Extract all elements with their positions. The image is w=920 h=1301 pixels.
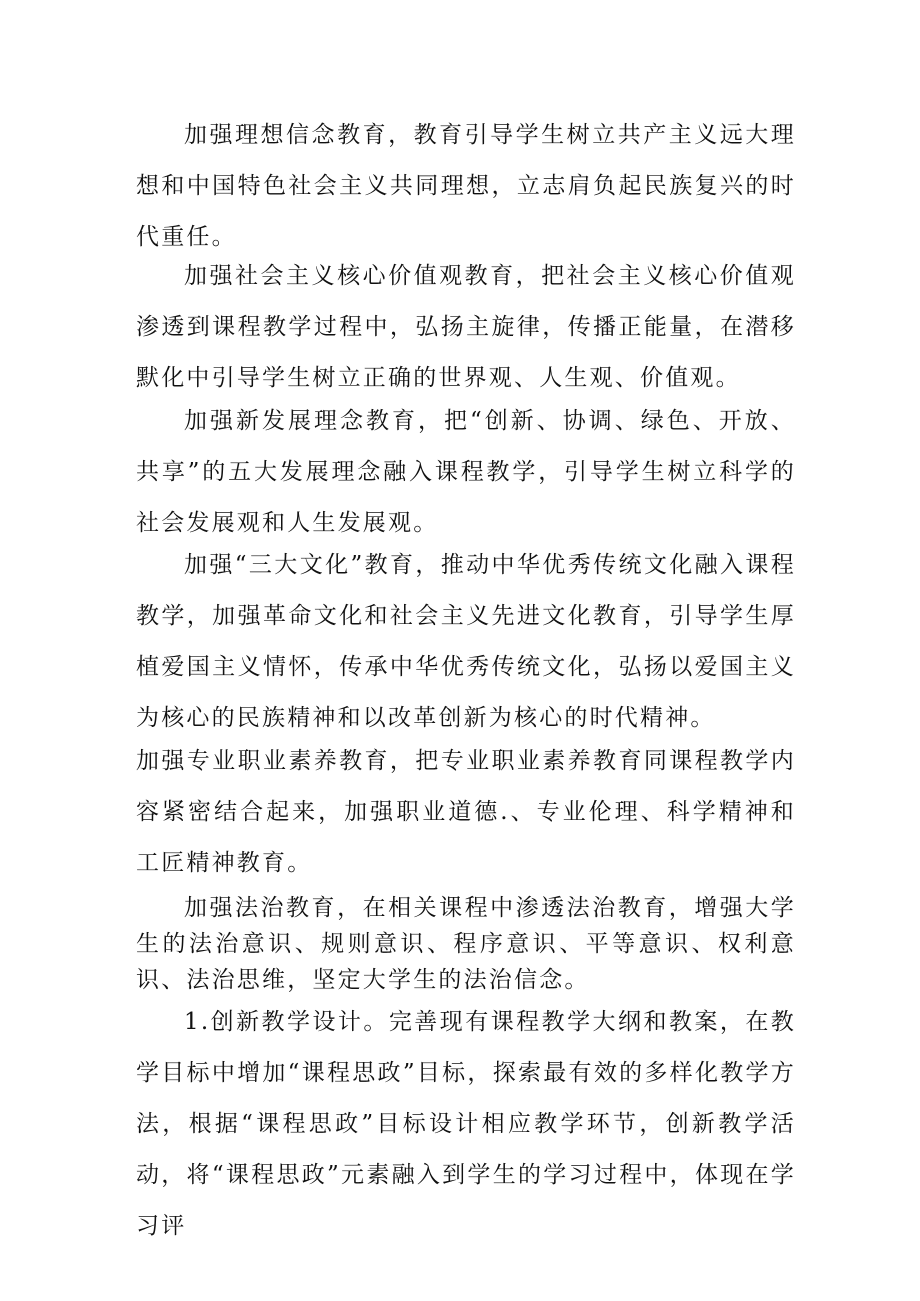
paragraph-three-cultures-education: 加强“三大文化”教育，推动中华优秀传统文化融入课程教学，加强革命文化和社会主义先进文化教育，引导学生厚植爱国主义情怀，传承中华优秀传统文化，弘扬以爱国主义为核心的民族精神和以改革创新为核心的时代精神。	[136, 552, 796, 731]
paragraph-core-values-education: 加强社会主义核心价值观教育，把社会主义核心价值观渗透到课程教学过程中，弘扬主旋律，传播正能量，在潜移默化中引导学生树立正确的世界观、人生观、价值观。	[136, 263, 796, 391]
paragraph-rule-of-law-education: 加强法治教育，在相关课程中渗透法治教育，增强大学生的法治意识、规则意识、程序意识、平等意识、权利意识、法治思维，坚定大学生的法治信念。	[136, 895, 796, 993]
paragraph-teaching-design: 1.创新教学设计。完善现有课程教学大纲和教案，在教学目标中增加“课程思政”目标，探索最有效的多样化教学方法，根据“课程思政”目标设计相应教学环节，创新教学活动，将“课程思政”元素融入到学生的学习过程中，体现在学习评	[136, 1009, 796, 1239]
paragraph-professional-literacy-education: 加强专业职业素养教育，把专业职业素养教育同课程教学内容紧密结合起来，加强职业道德.、专业伦理、科学精神和工匠精神教育。	[136, 748, 796, 876]
paragraph-development-concept-education: 加强新发展理念教育，把“创新、协调、绿色、开放、共享”的五大发展理念融入课程教学，引导学生树立科学的社会发展观和人生发展观。	[136, 408, 796, 536]
paragraph-ideals-education: 加强理想信念教育，教育引导学生树立共产主义远大理想和中国特色社会主义共同理想，立志肩负起民族复兴的时代重任。	[136, 122, 796, 250]
